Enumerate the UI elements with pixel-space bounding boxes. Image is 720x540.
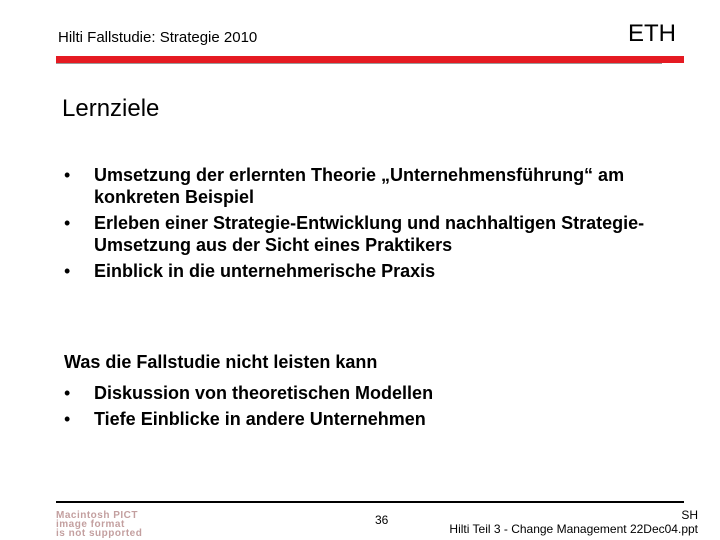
limitations-heading: Was die Fallstudie nicht leisten kann — [64, 352, 378, 372]
header-title: Hilti Fallstudie: Strategie 2010 — [58, 29, 258, 46]
list-item: • Einblick in die unternehmerische Praxis — [62, 260, 682, 282]
image-placeholder — [56, 511, 196, 540]
placeholder-line: Macintosh PICT — [56, 510, 139, 521]
header-divider — [56, 63, 662, 64]
footer-divider — [56, 501, 684, 503]
page-number: 36 — [375, 513, 389, 527]
placeholder-line: is not supported — [56, 528, 143, 539]
eth-logo: ETH — [628, 20, 676, 47]
section-title: Lernziele — [62, 95, 160, 122]
placeholder-line: image format — [56, 519, 125, 530]
footer-info — [449, 508, 698, 536]
list-item: • Erleben einer Strategie-Entwicklung und nachhaltigen Strategie-Umsetzung aus der Sicht eines Praktikers — [62, 212, 682, 256]
limitations-list — [62, 382, 662, 434]
list-item: • Tiefe Einblicke in andere Unternehmen — [62, 408, 662, 430]
footer-file-info: Hilti Teil 3 - Change Management 22Dec04.ppt — [449, 522, 698, 536]
list-item: • Diskussion von theoretischen Modellen — [62, 382, 662, 404]
footer-author: SH — [681, 508, 698, 522]
learning-goals-list — [62, 164, 682, 286]
list-item: • Umsetzung der erlernten Theorie „Unternehmensführung“ am konkreten Beispiel — [62, 164, 682, 208]
header-accent-bar — [56, 56, 684, 63]
